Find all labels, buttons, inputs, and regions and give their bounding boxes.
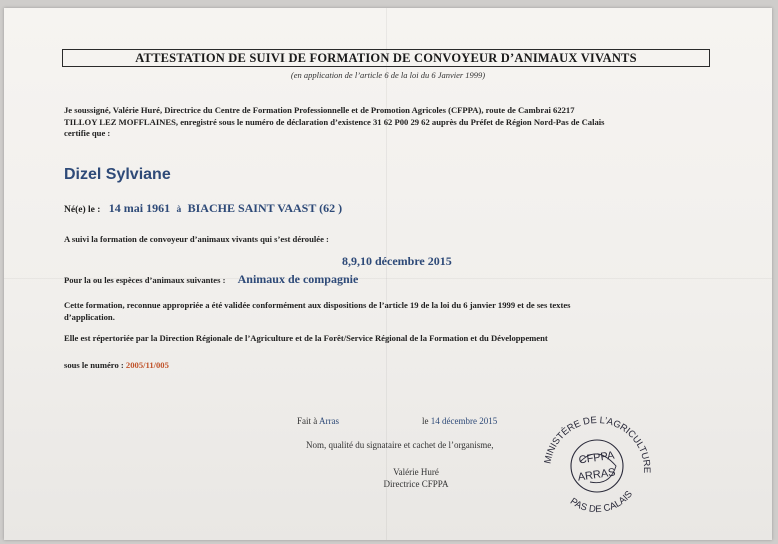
- le-value: 14 décembre 2015: [430, 416, 498, 426]
- birth-date: 14 mai 1961: [108, 201, 171, 215]
- stamp-center-top: CFPPA: [577, 449, 616, 467]
- signature-line: Nom, qualité du signataire et cachet de l’organisme,: [306, 440, 494, 450]
- validation-line: d’application.: [64, 312, 115, 322]
- training-dates: 8,9,10 décembre 2015: [342, 254, 452, 268]
- number-line: [64, 360, 169, 370]
- certificate-paper: [4, 8, 772, 540]
- fold-line-vertical: [386, 8, 387, 540]
- birth-line: [64, 201, 342, 216]
- stamp-top-text: MINISTÈRE DE L’AGRICULTURE: [542, 414, 653, 474]
- stamp-center-bottom: ARRAS: [576, 466, 617, 484]
- intro-line: TILLOY LEZ MOFFLAINES, enregistré sous le numéro de déclaration d’existence 31 62 P00 29 62 auprès du Préfet de Région Nord-Pas de Calais: [64, 116, 605, 127]
- registry-line: Elle est répertoriée par la Direction Régionale de l’Agriculture et de la Forêt/Service Régional de la Formation et du Développement: [64, 333, 548, 343]
- fait-value: Arras: [319, 416, 340, 426]
- stamp-bottom-text: PAS DE CALAIS: [567, 488, 635, 516]
- species-value: Animaux de compagnie: [237, 272, 359, 286]
- birth-label: Né(e) le :: [64, 205, 101, 215]
- document-title: ATTESTATION DE SUIVI DE FORMATION DE CONVOYEUR D’ANIMAUX VIVANTS: [62, 49, 710, 67]
- species-line: [64, 272, 358, 287]
- official-stamp: [532, 398, 662, 528]
- intro-line: certifie que :: [64, 128, 111, 138]
- intro-line: Je soussigné, Valérie Huré, Directrice du Centre de Formation Professionnelle et de Promotion Agricoles (CFPPA), route de Cambrai 62217: [64, 105, 575, 115]
- number-label: sous le numéro :: [64, 360, 124, 370]
- birth-place: BIACHE SAINT VAAST (62 ): [187, 201, 343, 215]
- fait-line: [297, 416, 339, 426]
- birth-a: à: [176, 205, 182, 215]
- date-line: [422, 416, 497, 426]
- intro-paragraph: [64, 105, 704, 140]
- signer-name: Valérie Huré: [393, 467, 439, 477]
- species-label: Pour la ou les espèces d’animaux suivantes :: [64, 275, 226, 285]
- document-subtitle: (en application de l’article 6 de la loi du 6 Janvier 1999): [290, 70, 486, 80]
- validation-line: Cette formation, reconnue appropriée a été validée conformément aux dispositions de l’article 19 de la loi du 6 janvier 1999 et de ses textes: [64, 300, 571, 310]
- validation-paragraph: [64, 299, 704, 323]
- trainee-name: Dizel Sylviane: [64, 166, 171, 183]
- number-value: 2005/11/005: [125, 360, 169, 370]
- signer-block: [360, 466, 472, 490]
- signer-title: Directrice CFPPA: [383, 479, 449, 489]
- le-label: le: [422, 416, 429, 426]
- training-line: A suivi la formation de convoyeur d’animaux vivants qui s’est déroulée :: [64, 234, 329, 244]
- fait-label: Fait à: [297, 416, 318, 426]
